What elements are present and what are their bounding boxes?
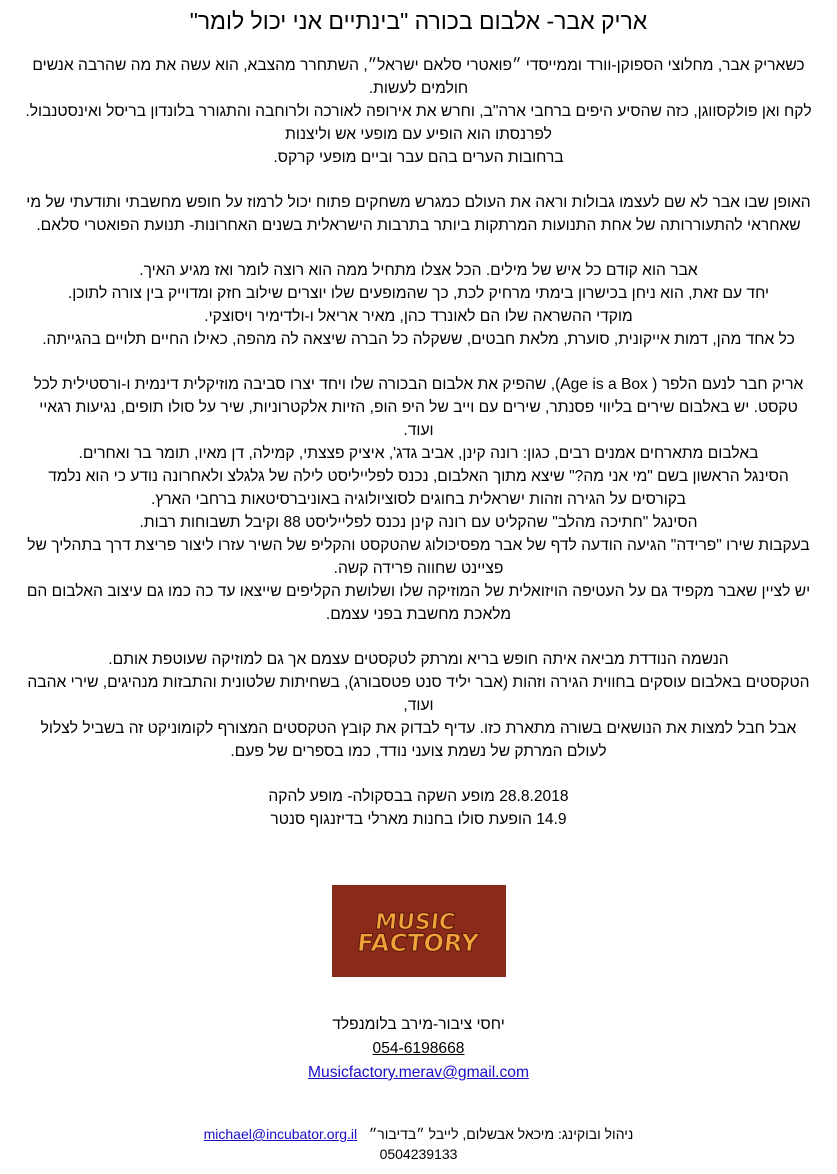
management-phone: 0504239133 (379, 1146, 458, 1162)
logo-line-2: FACTORY (355, 929, 480, 957)
text-line: אבר הוא קודם כל איש של מילים. הכל אצלו מתחיל ממה הוא רוצה לומר ואז מגיע האיך. (139, 262, 698, 279)
logo-line-1: MUSIC (373, 910, 456, 935)
paragraph-4 (22, 373, 815, 626)
management-label: ניהול ובוקינג: מיכאל אבשלום, לייבל ״בדיבור״ (368, 1126, 634, 1142)
text-line: באלבום מתארחים אמנים רבים, כגון: רונה קינן, אביב גדג', איציק פצצתי, קמילה, דן מאיו, תומר בר ואחרים. (78, 445, 759, 462)
pr-contact-name: יחסי ציבור-מירב בלומנפלד (332, 1016, 505, 1033)
text-line: יש לציין שאבר מקפיד גם על העטיפה הויזואלית של המוזיקה שלו ושלושת הקליפים שייצאו עד כה כמו גם עיצוב האלבום הם מלאכת מחשבת בפני עצמם. (26, 583, 811, 623)
text-line: הסינגל הראשון בשם "מי אני מה?" שיצא מתוך האלבום, נכנס לפלייליסט לילה של גלגלצ ולאחרונה נודע כי הוא נלמד בקורסים על הגירה וזהות ישראלית בחוגים לסוציולוגיה באוניברסיטאות ברחבי הארץ. (48, 468, 789, 508)
text-line: כשאריק אבר, מחלוצי הספוקן-וורד וממייסדי ״פואטרי סלאם ישראל״, השתחרר מהצבא, הוא עשה את מה שהרבה אנשים חולמים לעשות. (32, 57, 805, 97)
text-line: לקח ואן פולקסווגן, כזה שהסיע היפים ברחבי ארה"ב, וחרש את אירופה לאורכה ולרוחבה והתגורר בלונדון בריסל ואינסטנבול. לפרנסתו הוא הופיע עם מופעי אש וליצנות (25, 103, 812, 143)
music-factory-logo (332, 885, 506, 977)
show-date-line: 14.9 הופעת סולו בחנות מארלי בדיזנגוף סנטר (270, 811, 567, 828)
logo-graphic (332, 885, 506, 977)
text-line: הטקסטים באלבום עוסקים בחווית הגירה וזהות (אבר יליד סנט פטסבורג), בשחיתות שלטונית והתבזות מנהיגים, שירי אהבה ועוד, (27, 674, 810, 714)
page-title: אריק אבר- אלבום בכורה "בינתיים אני יכול לומר" (189, 8, 648, 34)
text-line: כל אחד מהן, דמות אייקונית, סוערת, מלאת חבטים, ששקלה כל הברה שיצאה לה מהפה, כאילו החיים תלויים בהגייתה. (42, 331, 795, 348)
pr-phone-link[interactable]: 054-6198668 (372, 1040, 465, 1057)
text-line: אבל חבל למצות את הנושאים בשורה מתארת כזו. עדיף לבדוק את קובץ הטקסטים המצורף לקומוניקט זה בשביל לצלול לעולם המרתק של נשמת צועני נודד, כמו בספרים של פעם. (40, 720, 797, 760)
text-line: הנשמה הנודדת מביאה איתה חופש בריא ומרתק לטקסטים עצמם אך גם למוזיקה שעוטפת אותם. (108, 651, 729, 668)
text-line: ברחובות הערים בהם עבר וביים מופעי קרקס. (273, 149, 564, 166)
show-date-line: 28.8.2018 מופע השקה בבסקולה- מופע להקה (268, 788, 569, 805)
paragraph-3 (22, 259, 815, 351)
management-email-link[interactable]: michael@incubator.org.il (203, 1126, 358, 1142)
text-line: אריק חבר לנעם הלפר ( Age is a Box), שהפיק את אלבום הבכורה שלו ויחד יצרו סביבה מוזיקלית דינמית ו-ורסטילית לכל טקסט. יש באלבום שירים בליווי פסנתר, שירים עם וייב של היפ הופ, הזיות אלקטרוניות, שיר על סולו תופים, נגיעות רגאיי ועוד. (33, 376, 804, 439)
contact-block (22, 1013, 815, 1085)
paragraph-1 (22, 54, 815, 169)
paragraph-2 (22, 191, 815, 237)
management-block (0, 1124, 837, 1164)
text-line: יחד עם זאת, הוא ניחן בכישרון בימתי מרחיק לכת, כך שהמופעים שלו יוצרים שילוב חזק ומדוייק בין צורה לתוכן. (67, 285, 770, 302)
text-line: הסינגל "חתיכה מהלב" שהקליט עם רונה קינן נכנס לפלייליסט 88 וקיבל תשבוחות רבות. (139, 514, 698, 531)
text-line: האופן שבו אבר לא שם לעצמו גבולות וראה את העולם כמגרש משחקים פתוח יכול לרמוז על חופש מחשבתי ותודעתי של מי שאחראי להתעוררותה של אחת התנועות המרתקות ביותר בתרבות הישראלית בשנים האחרונות- תנועת הפואטרי סלאם. (26, 194, 811, 234)
show-dates (22, 785, 815, 831)
paragraph-5 (22, 648, 815, 763)
text-line: מוקדי ההשראה שלו הם לאונרד כהן, מאיר אריאל ו-ולדימיר ויסוצקי. (204, 308, 633, 325)
text-line: בעקבות שירו "פרידה" הגיעה הודעה לדף של אבר מפסיכולוג שהטקסט והקליפ של השיר עזרו ליצור פריצת דרך בתהליך של פציינט שחווה פרידה קשה. (27, 537, 810, 577)
pr-email-link[interactable]: Musicfactory.merav@gmail.com (308, 1064, 529, 1081)
